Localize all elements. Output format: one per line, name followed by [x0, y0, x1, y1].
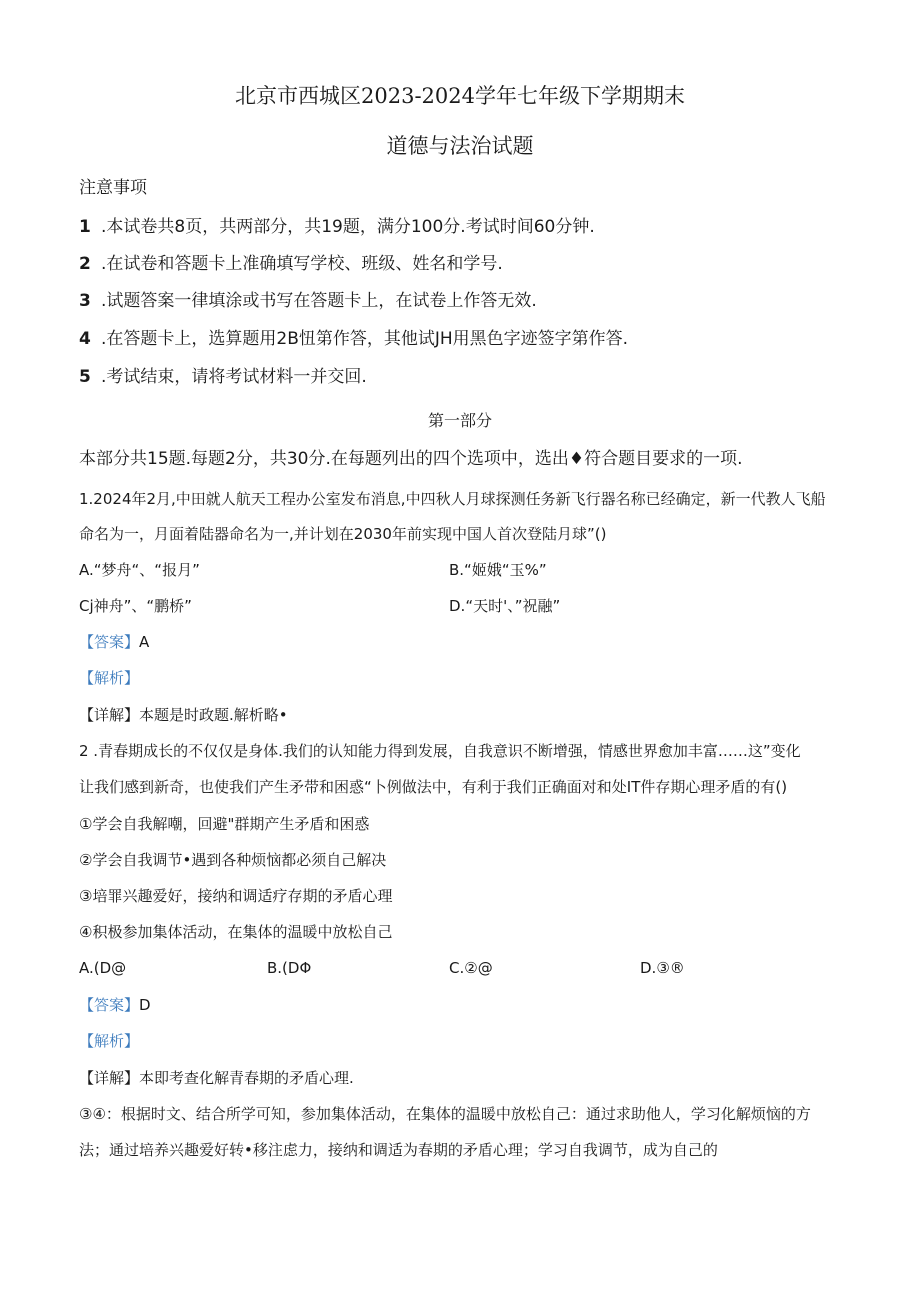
exam-title: 北京市西城区2023-2024学年七年级下学期期末 — [235, 84, 685, 108]
statement-item: ①学会自我解嘲，回避"群期产生矛盾和困惑 — [79, 815, 370, 833]
explanation-text: 法；通过培养兴趣爱好转•移注虑力，接纳和调适为春期的矛盾心理；学习自我调节，成为自己的 — [79, 1141, 718, 1159]
question-stem: 让我们感到新奇，也使我们产生矛带和困惑“卜例做法中，有利于我们正确面对和处IT件存期心理矛盾的有() — [79, 778, 788, 796]
explanation-text: ③④：根据时文、结合所学可知，参加集体活动，在集体的温暖中放松自己：通过求助他人，学习化解烦恼的方 — [79, 1105, 811, 1123]
question-stem: 2 .青春期成长的不仅仅是身体.我们的认知能力得到发展，自我意识不断增强，情感世界愈加丰富……这”变化 — [79, 742, 801, 760]
question-stem: 1.2024年2月,中田就人航天工程办公室发布消息,中四秋人月球探测任务新飞行器名称已经确定，新一代教人飞船 — [79, 490, 826, 508]
notice-item — [79, 291, 537, 311]
option-d: D.③® — [640, 959, 685, 977]
analysis-tag: 【解析】 — [79, 1032, 140, 1050]
option-c: C.②@ — [449, 959, 493, 977]
detail-tag: 【详解】 — [79, 1069, 140, 1087]
part-intro: 本部分共15题.每题2分，共30分.在每题列出的四个选项中，选出♦符合题目要求的一项. — [79, 449, 743, 469]
notice-item-text: .在答题卡上，选算题用2B忸第作答，其他试JH用黑色字迹签字第作答. — [101, 329, 629, 349]
part-heading: 第一部分 — [427, 411, 492, 430]
option-a: A.(D@ — [79, 959, 127, 977]
notice-item-text: .试题答案一律填涂或书写在答题卡上，在试卷上作答无效. — [101, 291, 537, 311]
notice-item-number: 2 — [79, 254, 91, 274]
notice-heading: 注意事项 — [79, 178, 147, 198]
option-b: B.“姬娥“玉%” — [449, 561, 547, 579]
analysis-tag: 【解析】 — [79, 669, 140, 687]
notice-item-text: .考试结束，请将考试材料一并交回. — [101, 367, 367, 387]
answer-value: A — [139, 633, 150, 651]
notice-item-number: 3 — [79, 291, 91, 311]
detail-line — [79, 705, 288, 725]
notice-item-number: 4 — [79, 329, 91, 349]
option-b: B.(DΦ — [267, 959, 312, 977]
answer-tag: 【答案】 — [79, 633, 140, 651]
notice-item-text: .本试卷共8页，共两部分，共19题，满分100分.考试时间60分钟. — [101, 217, 595, 237]
statement-item: ④积极参加集体活动，在集体的温暖中放松自己 — [79, 923, 393, 941]
detail-text: 本题是时政题.解析略• — [139, 706, 288, 724]
detail-text: 本即考查化解青春期的矛盾心理. — [139, 1069, 354, 1087]
exam-subtitle: 道德与法治试题 — [386, 134, 534, 158]
answer-tag: 【答案】 — [79, 996, 140, 1014]
notice-item — [79, 329, 628, 349]
detail-line — [79, 1068, 354, 1088]
notice-item — [79, 367, 367, 387]
detail-tag: 【详解】 — [79, 706, 140, 724]
notice-item-text: .在试卷和答题卡上准确填写学校、班级、姓名和学号. — [101, 254, 503, 274]
option-a: A.“梦舟“、“报月” — [79, 561, 200, 579]
answer-line — [79, 632, 149, 652]
notice-item-number: 1 — [79, 217, 91, 237]
notice-item — [79, 254, 503, 274]
notice-item-number: 5 — [79, 367, 91, 387]
notice-item — [79, 217, 595, 237]
answer-line — [79, 995, 151, 1015]
question-stem: 命名为一，月面着陆器命名为一,并计划在2030年前实现中国人首次登陆月球”() — [79, 525, 607, 543]
answer-value: D — [139, 996, 151, 1014]
option-d: D.“天时'、”祝融” — [449, 597, 561, 615]
statement-item: ②学会自我调节•遇到各种烦恼都必须自己解决 — [79, 851, 387, 869]
option-c: Cj神舟”、“鹏桥” — [79, 597, 192, 615]
statement-item: ③培罪兴趣爱好，接纳和调适疗存期的矛盾心理 — [79, 887, 393, 905]
